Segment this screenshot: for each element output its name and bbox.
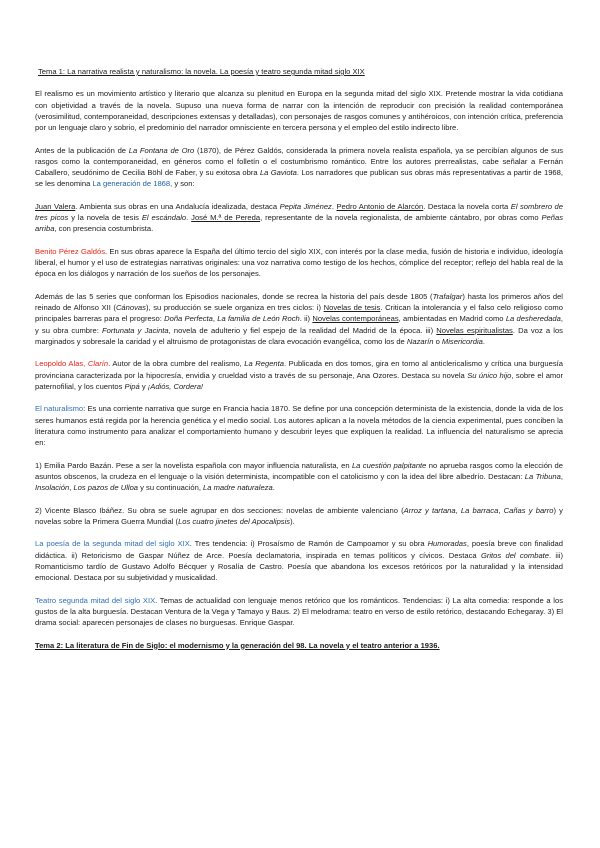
text-run: y la novela de tesis: [68, 213, 142, 222]
text-run: .: [272, 483, 275, 492]
text-run: . Destaca la novela corta: [423, 201, 511, 211]
text-run: La cuestión palpitante: [351, 460, 427, 470]
text-run: . Los narradores que publican sus obras más representativas a partir de 1968, se les denomina: [35, 168, 563, 189]
text-run: ¡Adiós, Cordera!: [147, 381, 204, 391]
text-run: El naturalismo: [35, 404, 84, 414]
text-run: .: [186, 213, 192, 222]
text-run: Los pazos de Ulloa: [73, 483, 139, 492]
text-run: El escándalo: [141, 213, 187, 222]
text-run: La desheredada: [505, 314, 561, 324]
text-run: La Tribuna: [524, 471, 561, 481]
text-run: Además de las 5 series que conforman los Episodios nacionales, donde se recrea la historia del país desde 1805 (: [35, 291, 433, 301]
text-run: .: [331, 201, 337, 211]
next-topic-heading: Tema 2: La literatura de Fin de Siglo: el modernismo y la generación del 98. La novela y el teatro anterior a 1936.: [35, 640, 440, 650]
text-run: ,: [455, 505, 461, 515]
text-run: no aprueba rasgos como la elección de asuntos obscenos, la crudeza en el lenguaje o la visión determinista, incompatible con el catolicismo y con la idea del libre albedrío. Destacan:: [35, 460, 563, 481]
text-run: ,: [498, 505, 504, 515]
text-run: , representante de la novela regionalista, de ambiente cántabro, por obras como: [260, 213, 542, 222]
text-run: Novelas de tesis: [323, 303, 381, 312]
text-run: , ambientadas en Madrid como: [398, 314, 506, 324]
text-run: Novelas contemporáneas: [312, 314, 399, 324]
text-run: El sombrero de tres picos: [35, 201, 563, 222]
text-run: ), su producción se suele organiza en tres ciclos: i): [145, 303, 324, 312]
clarin-paragraph: [35, 358, 563, 392]
text-run: . Da voz a los marginados y sobresale la caridad y el altruismo de protagonistas de clara evocación evangélica, como los de: [35, 325, 563, 346]
text-run: La Fontana de Oro: [128, 145, 195, 155]
text-run: La Regenta: [244, 359, 284, 369]
text-run: Insolación: [35, 483, 70, 492]
teatro-paragraph: [35, 595, 563, 629]
text-run: : Es una corriente narrativa que surge en Francia hacia 1870. Se define por una concepción determinista de la existencia, donde la vida de los seres humanos está regida por la herencia genética y el medio social. Los autores aplican a la novela métodos de la ciencia experimental, pues conciben la literatura como instrumento para analizar el comportamiento humano y descubrir leyes que expliquen la realidad. La influencia del naturalismo se aprecia en:: [35, 404, 563, 447]
text-run: Pepita Jiménez: [279, 201, 332, 211]
text-run: . iii) Romanticismo tardío de Gustavo Adolfo Bécquer y Rosalía de Castro. Poesía que abandona los excesos retóricos por la naturalidad y la intensidad emocional. Destaca por su subjetividad y musicalidad.: [35, 550, 563, 582]
text-run: Gritos del combate: [480, 550, 550, 560]
text-run: . Autor de la obra cumbre del realismo,: [108, 359, 245, 369]
text-run: 2) Vicente Blasco Ibáñez. Su obra se suele agrupar en dos secciones: novelas de ambiente valenciano (: [35, 505, 404, 515]
text-run: La barraca: [460, 505, 499, 515]
text-run: . En sus obras aparece la España del último tercio del siglo XIX, con interés por la clase media, fusión de historia e individuo, ideología liberal, el humor y el uso de estrategias narrativas originales: una voz narrativa como testigo de los hechos, cómplice del receptor; reflejo del habla real de la época en los diálogos y narración de los sueños de los personajes.: [35, 246, 563, 279]
naturalismo-paragraph: [35, 403, 563, 448]
text-run: Los cuatro jinetes del Apocalipsis: [178, 516, 291, 526]
text-run: ) y novelas sobre la Primera Guerra Mundial (: [35, 505, 563, 526]
valera-alarcon-paragraph: [35, 201, 563, 235]
text-run: Antes de la publicación de: [35, 145, 129, 155]
text-run: Pipá: [124, 381, 140, 391]
text-run: y son:: [172, 179, 195, 189]
pardo-bazan-paragraph: [35, 460, 563, 494]
blasco-ibanez-paragraph: [35, 505, 563, 528]
antecedents-paragraph: [35, 145, 563, 190]
text-run: y: [139, 381, 148, 391]
text-run: 1) Emilia Pardo Bazán. Pese a ser la novelista española con mayor influencia naturalista, en: [35, 460, 352, 470]
text-run: Clarín: [87, 359, 109, 369]
text-run: La Gaviota: [259, 168, 297, 177]
text-run: La generación de 1868,: [92, 179, 173, 189]
text-run: , poesía breve con finalidad didáctica. ii) Retoricismo de Gaspar Núñez de Arce. Poesía declamatoria, inspirada en temas políticos y cívicos. Destaca: [35, 539, 563, 560]
text-run: ,: [212, 314, 218, 324]
text-run: ,: [69, 483, 74, 492]
text-run: Teatro segunda mitad del siglo XIX: [35, 595, 156, 605]
text-run: Pedro Antonio de Alarcón: [336, 201, 424, 211]
text-run: Peñas arriba: [35, 213, 563, 234]
intro-paragraph: [35, 88, 563, 133]
page-title: Tema 1: La narrativa realista y naturalismo: la novela. La poesía y teatro segunda mitad siglo XIX: [38, 67, 365, 76]
text-run: Juan Valera: [35, 201, 76, 211]
document-body: [35, 88, 563, 628]
text-run: . Tres tendencia: i) Prosaísmo de Ramón de Campoamor y su obra: [189, 539, 428, 549]
text-run: Leopoldo Alas,: [35, 359, 88, 369]
poesia-paragraph: [35, 538, 563, 583]
text-run: Arroz y tartana: [403, 505, 456, 515]
text-run: . Ambienta sus obras en una Andalucía idealizada, destaca: [75, 201, 280, 211]
text-run: , con presencia costumbrista.: [54, 224, 154, 234]
text-run: Trafalgar: [432, 291, 463, 301]
text-run: Fortunata y Jacinta: [102, 325, 169, 335]
text-run: José M.ª de Pereda: [191, 213, 261, 222]
text-run: (1870), de Pérez Galdós, considerada la primera novela realista española, ya se percibían algunos de sus rasgos como la contemporaneidad, en géneros como el folletín o el costumbrismo romántico. Entre los autores prerrealistas, cabe señalar a Fernán Caballero, seudónimo de Cecilia Böhl de Faber, y su exitosa obra: [35, 145, 563, 177]
text-run: Nazarín: [406, 336, 434, 346]
text-run: . Publicada en dos tomos, gira en torno al anticlericalismo y crítica una burguesía provinciana caracterizada por la hipocresía, envidia y crueldad visto a través de su personaje, Ana Ozores. Destaca su novela: [35, 359, 563, 380]
text-run: o: [433, 336, 442, 346]
text-run: .: [482, 336, 485, 346]
episodios-paragraph: [35, 291, 563, 347]
text-run: . Temas de actualidad con lenguaje menos retórico que los románticos. Tendencias: i) La alta comedia: responde a los gustos de la alta burguesía. Destacan Ventura de la Vega y Tamayo y Baus. 2) El melodrama: teatro en verso de estilo retórico, destacando Echegaray. 3) El drama social: aparecen personajes de clases no burguesas. Enrique Gaspar.: [35, 595, 564, 627]
text-run: Cánovas: [115, 303, 146, 312]
text-run: ).: [290, 516, 295, 526]
text-run: , sobre el amor paternofilial, y los cuentos: [35, 370, 563, 391]
text-run: La familia de León Roch: [217, 314, 300, 324]
text-run: El realismo es un movimiento artístico y literario que alcanza su plenitud en Europa en la segunda mitad del siglo XIX. Pretende mostrar la vida cotidiana con objetividad a través de la novela. Supuso una nueva forma de narrar con la intención de reproducir con precisión la realidad contemporánea (verosimilitud, contemporaneidad, descripciones extensas y detalladas), con personajes de rasgos comunes y antihéroicos, con intención crítica, preferencia por un lenguaje claro y sobrio, el predominio del narrador omnisciente en tercera persona y el empleo del estilo indirecto libre.: [35, 89, 563, 132]
text-run: y su continuación,: [138, 483, 204, 492]
text-run: Misericordia: [441, 336, 483, 346]
text-run: La poesía de la segunda mitad del siglo XIX: [35, 539, 190, 549]
text-run: ,: [560, 471, 563, 481]
text-run: . ii): [299, 314, 313, 324]
text-run: Benito Pérez Galdós: [35, 246, 105, 256]
text-run: , y su obra cumbre:: [35, 314, 563, 335]
text-run: , novela de adulterio y fiel espejo de la realidad del Madrid de la época. iii): [168, 325, 437, 335]
text-run: La madre naturaleza: [203, 483, 273, 492]
galdos-paragraph: [35, 246, 563, 280]
text-run: Su único hijo: [467, 370, 512, 380]
text-run: Humoradas: [427, 539, 467, 549]
text-run: Doña Perfecta: [164, 314, 213, 324]
text-run: ) hasta los primeros años del reinado de Alfonso XII (: [35, 291, 563, 312]
text-run: Novelas espiritualistas: [436, 325, 513, 335]
text-run: . Critican la intolerancia y el falso celo religioso como principales barreras para el progreso:: [35, 303, 563, 324]
text-run: Cañas y barro: [503, 505, 554, 515]
